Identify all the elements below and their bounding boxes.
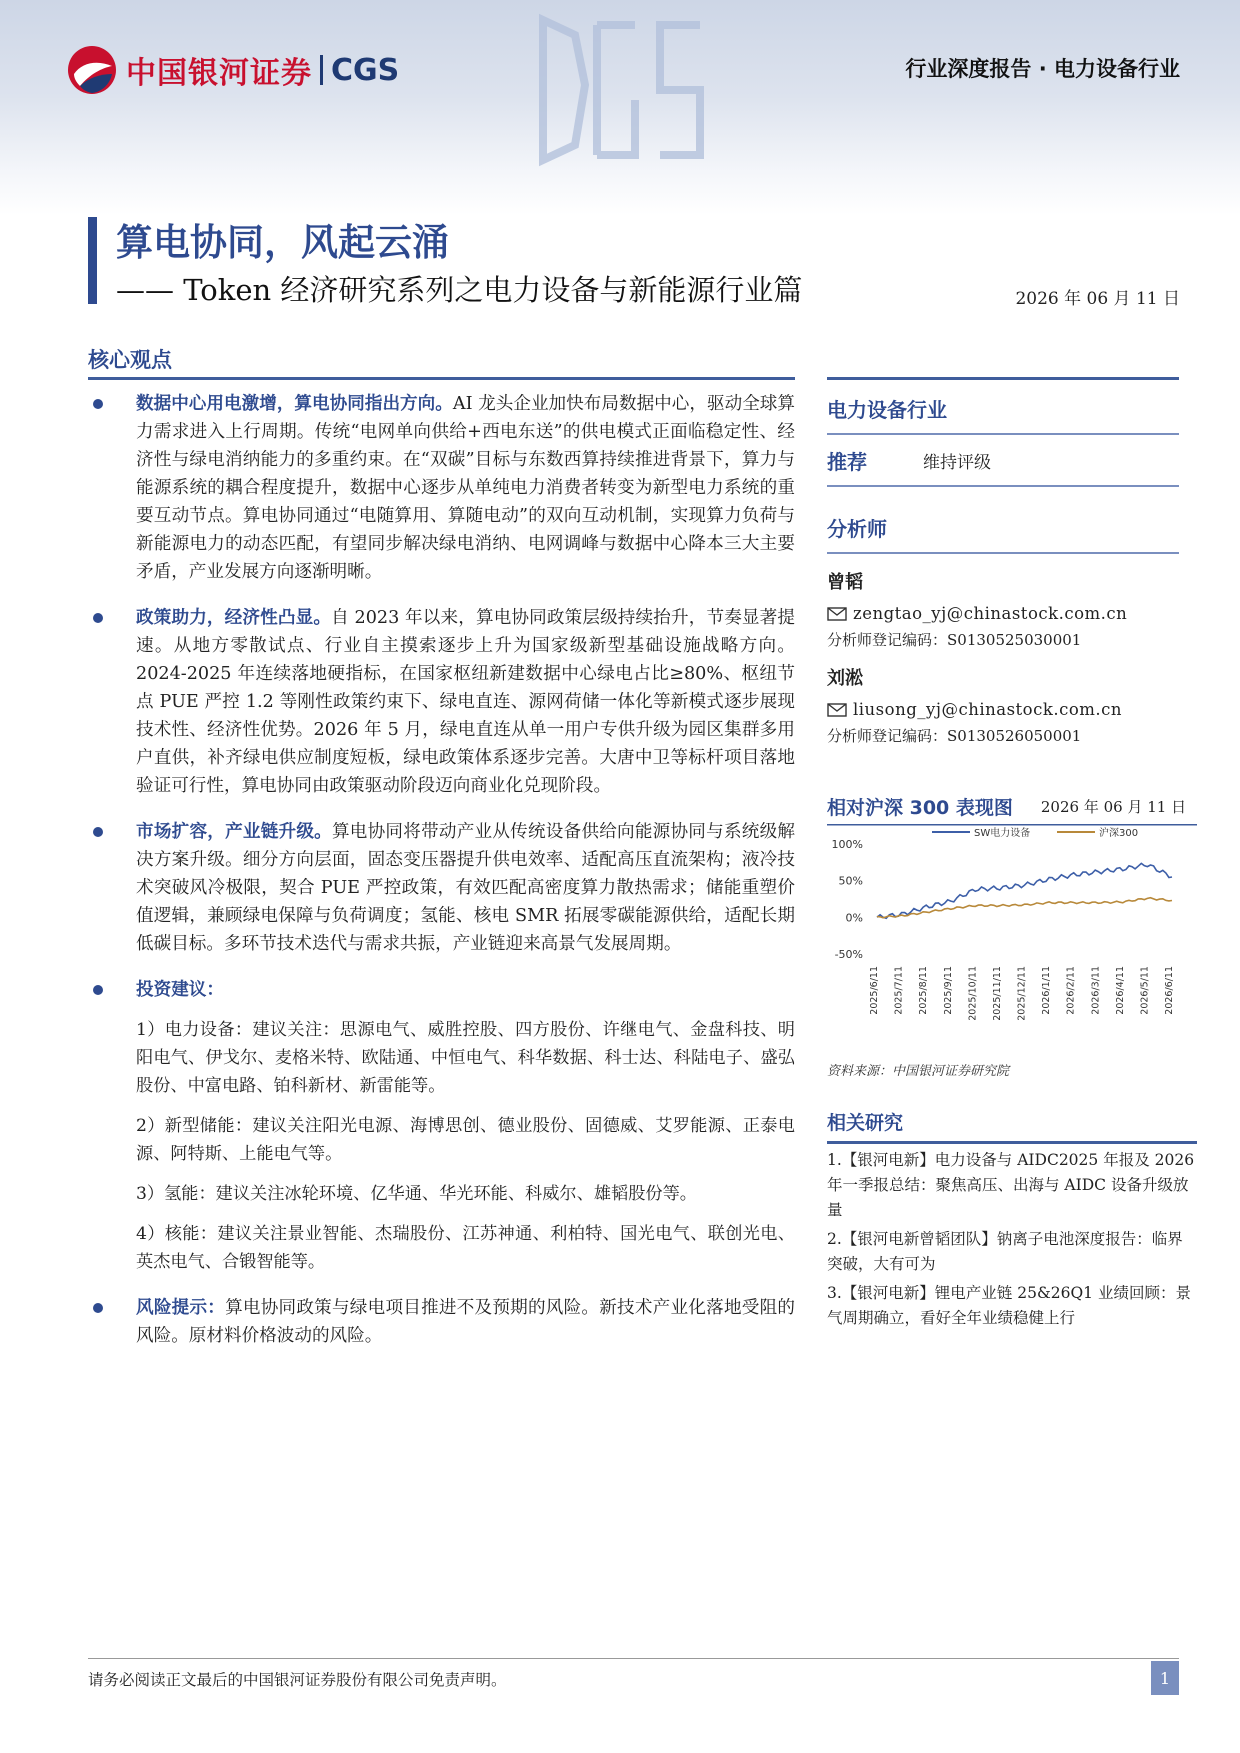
bullet-item: [88, 604, 795, 800]
bullet-item: [88, 390, 795, 586]
risk-heading: 风险提示：: [136, 1298, 226, 1318]
bullet-lead: 政策助力，经济性凸显。: [136, 608, 332, 628]
x-tick-label: 2026/1/11: [1041, 966, 1053, 1015]
x-tick-label: 2025/10/11: [967, 966, 979, 1021]
bullet-dot-icon: [93, 399, 103, 409]
chart-source: 资料来源：中国银河证券研究院: [827, 1064, 1010, 1079]
bullet-lead: 市场扩容，产业链升级。: [136, 822, 332, 842]
analyst-heading: 分析师: [827, 517, 887, 541]
legend-label: 沪深300: [1099, 828, 1139, 839]
footer-divider: [88, 1658, 1179, 1659]
analyst-email-row: [827, 700, 1179, 719]
y-tick-label: 0%: [845, 911, 863, 925]
series-line: [877, 898, 1172, 918]
mail-icon: [827, 607, 847, 621]
page-title: 算电协同，风起云涌: [116, 221, 449, 264]
mail-icon: [827, 703, 847, 717]
risk-paragraph: [136, 1294, 795, 1350]
bullet-text: 算电协同将带动产业从传统设备供给向能源协同与系统级解决方案升级。细分方向层面，固态变压器提升供电效率、适配高压直流架构；液冷技术突破风冷极限，契合 PUE 严控政策，有效匹配高密度算力散热需求；储能重塑价值逻辑，兼顾绿电保障与负荷调度；氢能、核电 SMR 拓展零碳能源供给，适配长期低碳目标。多环节技术迭代与需求共振，产业链迎来高景气发展周期。: [136, 822, 795, 954]
analyst-email-link[interactable]: zengtao_yj@chinastock.com.cn: [853, 604, 1128, 623]
risk-text: 算电协同政策与绿电项目推进不及预期的风险。新技术产业化落地受阻的风险。原材料价格波动的风险。: [136, 1298, 795, 1346]
footer-disclaimer: 请务必阅读正文最后的中国银河证券股份有限公司免责声明。: [88, 1671, 507, 1689]
related-item[interactable]: 3.【银河电新】锂电产业链 25&26Q1 业绩回顾：景气周期确立，看好全年业绩稳健上行: [827, 1284, 1191, 1327]
x-tick-label: 2026/5/11: [1139, 966, 1151, 1015]
investment-item: 1）电力设备：建议关注：思源电气、威胜控股、四方股份、许继电气、金盘科技、明阳电气、伊戈尔、麦格米特、欧陆通、中恒电气、科华数据、科士达、科陆电子、盛弘股份、中富电路、铂科新材、新雷能等。: [136, 1020, 795, 1096]
x-tick-label: 2026/6/11: [1164, 966, 1175, 1015]
x-tick-label: 2025/8/11: [918, 966, 930, 1015]
investment-item: 4）核能：建议关注景业智能、杰瑞股份、江苏神通、利柏特、国光电气、联创光电、英杰电气、合锻智能等。: [136, 1224, 795, 1272]
bullet-dot-icon: [93, 613, 103, 623]
y-tick-label: 100%: [831, 838, 863, 851]
bullet-item: [88, 818, 795, 958]
report-date: 2026 年 06 月 11 日: [1015, 289, 1180, 309]
section-divider: [88, 377, 795, 380]
logo-text-en: CGS: [331, 52, 400, 88]
performance-chart: [827, 790, 1197, 1080]
title-accent-bar: [88, 217, 97, 304]
page-number: 1: [1151, 1661, 1179, 1695]
sidebar: [827, 377, 1179, 746]
analyst-email-row: [827, 604, 1179, 623]
related-research: [827, 1108, 1197, 1331]
y-tick-label: -50%: [834, 948, 863, 961]
rating-row: [827, 435, 1179, 485]
x-tick-label: 2025/11/11: [991, 966, 1003, 1021]
x-tick-label: 2026/3/11: [1090, 966, 1102, 1015]
analyst-registration: 分析师登记编码：S0130525030001: [827, 631, 1082, 649]
rating-label: 推荐: [827, 449, 867, 474]
rating-value: 维持评级: [923, 452, 991, 473]
core-views-heading: 核心观点: [88, 348, 172, 372]
logo-text-cn: 中国银河证券: [126, 56, 312, 91]
x-tick-label: 2025/6/11: [869, 966, 880, 1015]
page-subtitle: —— Token 经济研究系列之电力设备与新能源行业篇: [116, 273, 803, 307]
investment-item: 3）氢能：建议关注冰轮环境、亿华通、华光环能、科威尔、雄韬股份等。: [136, 1184, 697, 1204]
related-item[interactable]: 2.【银河电新曾韬团队】钠离子电池深度报告：临界突破，大有可为: [827, 1230, 1183, 1273]
investment-section: [88, 976, 795, 1276]
investment-heading: 投资建议：: [136, 980, 224, 1000]
chart-plot: [827, 824, 1197, 1054]
bullet-text: 自 2023 年以来，算电协同政策层级持续抬升，节奏显著提速。从地方零散试点、行业自主摸索逐步上升为国家级新型基础设施战略方向。2024-2025 年连续落地硬指标，在国家枢纽新建数据中心绿电占比≥80%、枢纽节点 PUE 严控 1.2 等刚性政策约束下、绿电直连、源网荷储一体化等新模式逐步展现技术性、经济性优势。2026 年 5 月，绿电直连从单一用户专供升级为园区集群多用户直供，补齐绿电供应制度短板，绿电政策体系逐步完善。大唐中卫等标杆项目落地验证可行性，算电协同由政策驱动阶段迈向商业化兑现阶段。: [136, 608, 795, 796]
bullet-paragraph: [136, 818, 795, 958]
investment-heading-row: [136, 976, 795, 1004]
related-heading: 相关研究: [827, 1112, 904, 1134]
industry-name: 电力设备行业: [827, 398, 947, 422]
series-line: [877, 863, 1172, 918]
analyst-registration: 分析师登记编码：S0130526050001: [827, 727, 1082, 745]
bullet-dot-icon: [93, 1303, 103, 1313]
x-tick-label: 2025/9/11: [942, 966, 954, 1015]
chart-title: 相对沪深 300 表现图: [827, 796, 1013, 819]
related-rule: [827, 1141, 1197, 1144]
bullet-paragraph: [136, 604, 795, 800]
x-tick-label: 2026/2/11: [1065, 966, 1077, 1015]
report-type: 行业深度报告 · 电力设备行业: [905, 57, 1180, 81]
logo-divider: [320, 55, 323, 85]
analyst-name: 刘淞: [827, 668, 863, 689]
risk-section: [88, 1294, 795, 1350]
bullet-lead: 数据中心用电激增，算电协同指出方向。: [136, 394, 453, 414]
x-tick-label: 2026/4/11: [1114, 966, 1126, 1015]
x-tick-label: 2025/12/11: [1016, 966, 1028, 1021]
logo-mark-icon: [66, 44, 118, 96]
sidebar-rule: [827, 552, 1179, 554]
bullet-dot-icon: [93, 827, 103, 837]
analyst-name: 曾韬: [827, 572, 863, 593]
bullet-paragraph: [136, 390, 795, 586]
cgs-watermark-icon: [535, 10, 710, 170]
chart-date: 2026 年 06 月 11 日: [1040, 797, 1187, 816]
y-tick-label: 50%: [838, 874, 863, 888]
company-logo: [66, 44, 399, 96]
related-item[interactable]: 1.【银河电新】电力设备与 AIDC2025 年报及 2026 年一季报总结：聚焦高压、出海与 AIDC 设备升级放量: [827, 1151, 1195, 1219]
chart-header: [827, 790, 1197, 822]
bullet-text: AI 龙头企业加快布局数据中心，驱动全球算力需求进入上行周期。传统“电网单向供给+西电东送”的供电模式正面临稳定性、经济性与绿电消纳能力的多重约束。在“双碳”目标与东数西算持续推进背景下，算力与能源系统的耦合程度提升，数据中心逐步从单纯电力消费者转变为新型电力系统的重要互动节点。算电协同通过“电随算用、算随电动”的双向互动机制，实现算力负荷与新能源电力的动态匹配，有望同步解决绿电消纳、电网调峰与数据中心降本三大主要矛盾，产业发展方向逐渐明晰。: [136, 394, 795, 582]
core-views-content: [88, 390, 795, 1368]
x-tick-label: 2025/7/11: [893, 966, 905, 1015]
bullet-dot-icon: [93, 985, 103, 995]
legend-label: SW电力设备: [974, 828, 1031, 839]
analyst-email-link[interactable]: liusong_yj@chinastock.com.cn: [853, 700, 1123, 719]
investment-item: 2）新型储能：建议关注阳光电源、海博思创、德业股份、固德威、艾罗能源、正泰电源、阿特斯、上能电气等。: [136, 1116, 795, 1164]
